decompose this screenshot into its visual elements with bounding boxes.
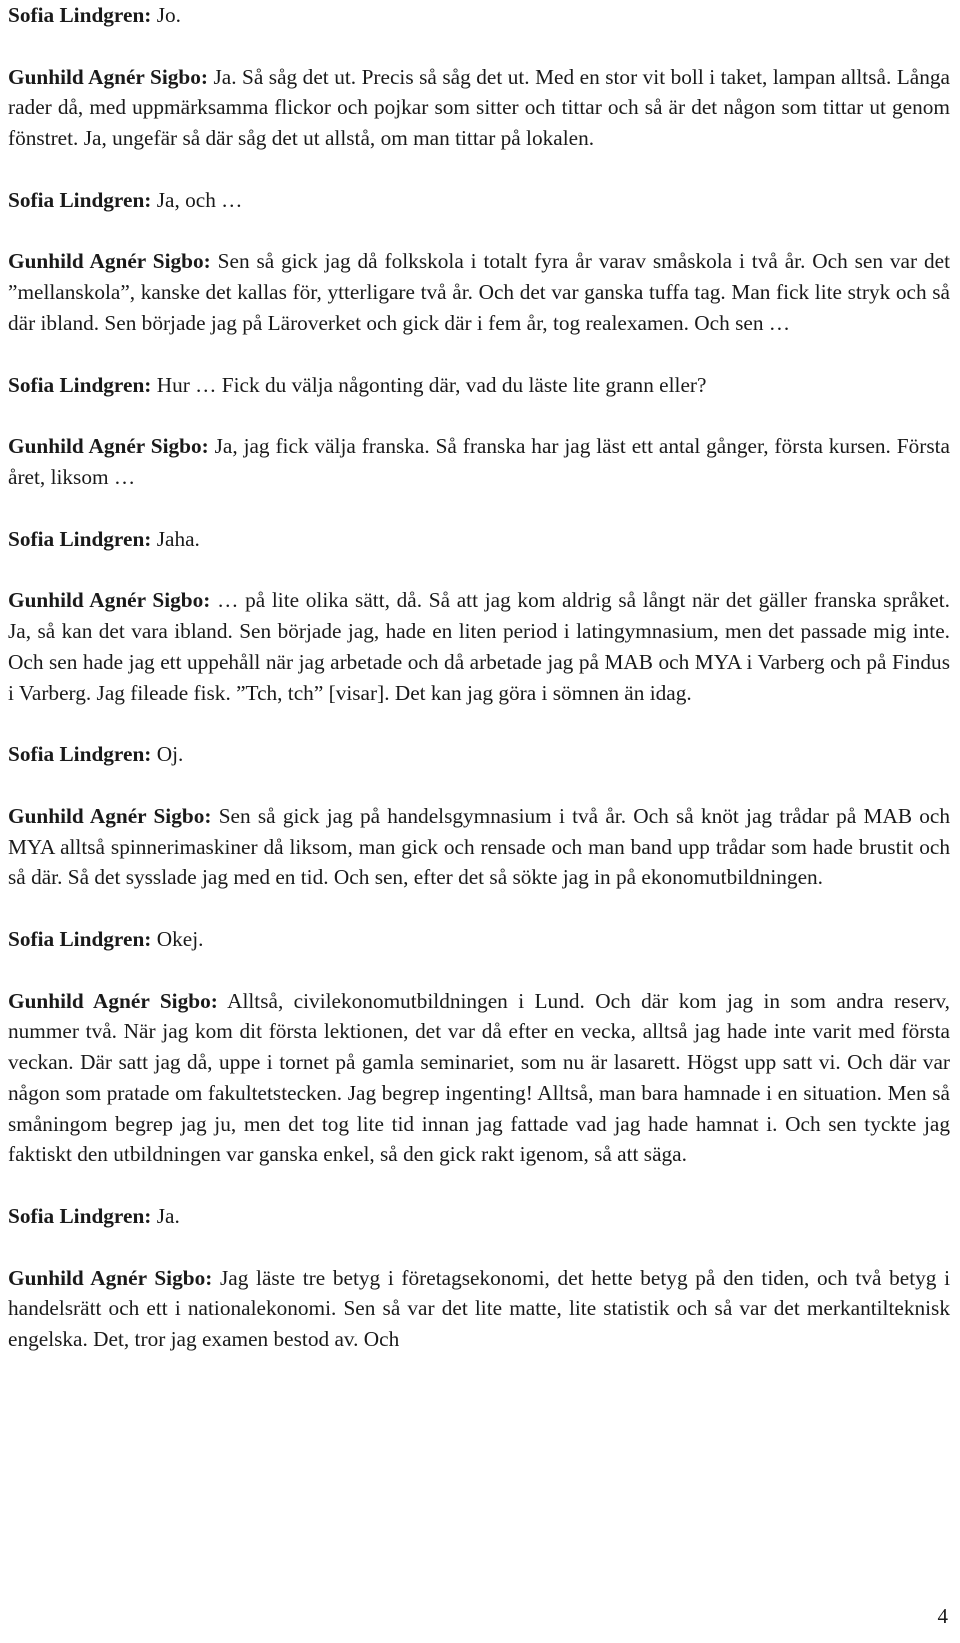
transcript-paragraph [8,0,950,31]
transcript-paragraph [8,986,950,1171]
speaker-name: Gunhild Agnér Sigbo: [8,249,211,274]
transcript-paragraph [8,801,950,893]
speaker-name: Gunhild Agnér Sigbo: [8,434,209,459]
speaker-name: Gunhild Agnér Sigbo: [8,1265,213,1290]
transcript-paragraph [8,1201,950,1232]
speaker-name: Sofia Lindgren: [8,187,152,212]
utterance-text: Alltså, civilekonomutbildningen i Lund. Och där kom jag in som andra reserv, nummer två. När jag kom dit första lektionen, det var då efter en vecka, alltså jag hade inte varit med första veckan. Där satt jag då, uppe i tornet på gamla seminariet, som nu är lasarett. Högst upp satt vi. Och där var någon som pratade om fakultetstecken. Jag begrep ingenting! Alltså, man bara hamnade i en situation. Men så småningom begrep jag ju, men det tog lite tid innan jag fattade vad jag hade hamnat i. Och sen tyckte jag faktiskt den utbildningen var ganska enkel, så den gick rakt igenom, så att säga. [8,988,951,1167]
utterance-text: Sen så gick jag på handelsgymnasium i två år. Och så knöt jag trådar på MAB och MYA alltså spinnerimaskiner då liksom, man gick och rensade och man band upp trådar som hade brustit och så där. Så det sysslade jag med en tid. Och sen, efter det så sökte jag in på ekonomutbildningen. [8,803,951,890]
transcript-paragraph [8,246,950,338]
utterance-text: Jaha. [156,526,200,551]
page-number: 4 [937,1604,948,1628]
transcript-page [8,0,950,1386]
speaker-name: Gunhild Agnér Sigbo: [8,988,218,1013]
utterance-text: Ja, jag fick välja franska. Så franska har jag läst ett antal gånger, första kursen. Första året, liksom … [8,434,951,489]
utterance-text: Ja. [156,1204,180,1229]
speaker-name: Gunhild Agnér Sigbo: [8,64,208,89]
transcript-paragraph [8,1263,950,1355]
utterance-text: … på lite olika sätt, då. Så att jag kom aldrig så långt när det gäller franska språket. Ja, så kan det vara ibland. Sen började jag, hade en liten period i latingymnasium, men det passade mig inte. Och sen hade jag ett uppehåll när jag arbetade och då arbetade jag på MAB och MYA i Varberg och på Findus i Varberg. Jag fileade fisk. ”Tch, tch” [visar]. Det kan jag göra i sömnen än idag. [8,588,951,705]
speaker-name: Sofia Lindgren: [8,1204,152,1229]
utterance-text: Ja. Så såg det ut. Precis så såg det ut. Med en stor vit boll i taket, lampan alltså. Långa rader då, med uppmärksamma flickor och pojkar som sitter och tittar och så är det någon som tittar ut genom fönstret. Ja, ungefär så där såg det ut allstå, om man tittar på lokalen. [8,64,950,151]
transcript-paragraph [8,524,950,555]
transcript-paragraph [8,739,950,770]
utterance-text: Okej. [156,926,204,951]
transcript-paragraph [8,924,950,955]
utterance-text: Sen så gick jag då folkskola i totalt fyra år varav småskola i två år. Och sen var det ”mellanskola”, kanske det kallas för, ytterligare två år. Och det var ganska tuffa tag. Man fick lite stryk och så där ibland. Sen började jag på Läroverket och gick där i fem år, tog realexamen. Och sen … [8,249,950,335]
speaker-name: Sofia Lindgren: [8,3,152,27]
speaker-name: Sofia Lindgren: [8,926,152,951]
speaker-name: Sofia Lindgren: [8,372,152,397]
utterance-text: Jag läste tre betyg i företagsekonomi, det hette betyg på den tiden, och två betyg i handelsrätt och ett i nationalekonomi. Sen så var det lite matte, lite statistik och så var det merkantilteknisk engelska. Det, tror jag examen bestod av. Och [8,1265,950,1352]
speaker-name: Sofia Lindgren: [8,742,152,767]
transcript-paragraph [8,585,950,708]
speaker-name: Gunhild Agnér Sigbo: [8,803,212,828]
transcript-paragraph [8,62,950,154]
speaker-name: Sofia Lindgren: [8,526,152,551]
utterance-text: Hur … Fick du välja någonting där, vad du läste lite grann eller? [156,372,707,397]
utterance-text: Jo. [156,3,181,27]
utterance-text: Oj. [156,742,184,767]
speaker-name: Gunhild Agnér Sigbo: [8,588,211,613]
transcript-paragraph [8,370,950,401]
utterance-text: Ja, och … [156,187,243,212]
transcript-paragraph [8,431,950,493]
transcript-paragraph [8,185,950,216]
